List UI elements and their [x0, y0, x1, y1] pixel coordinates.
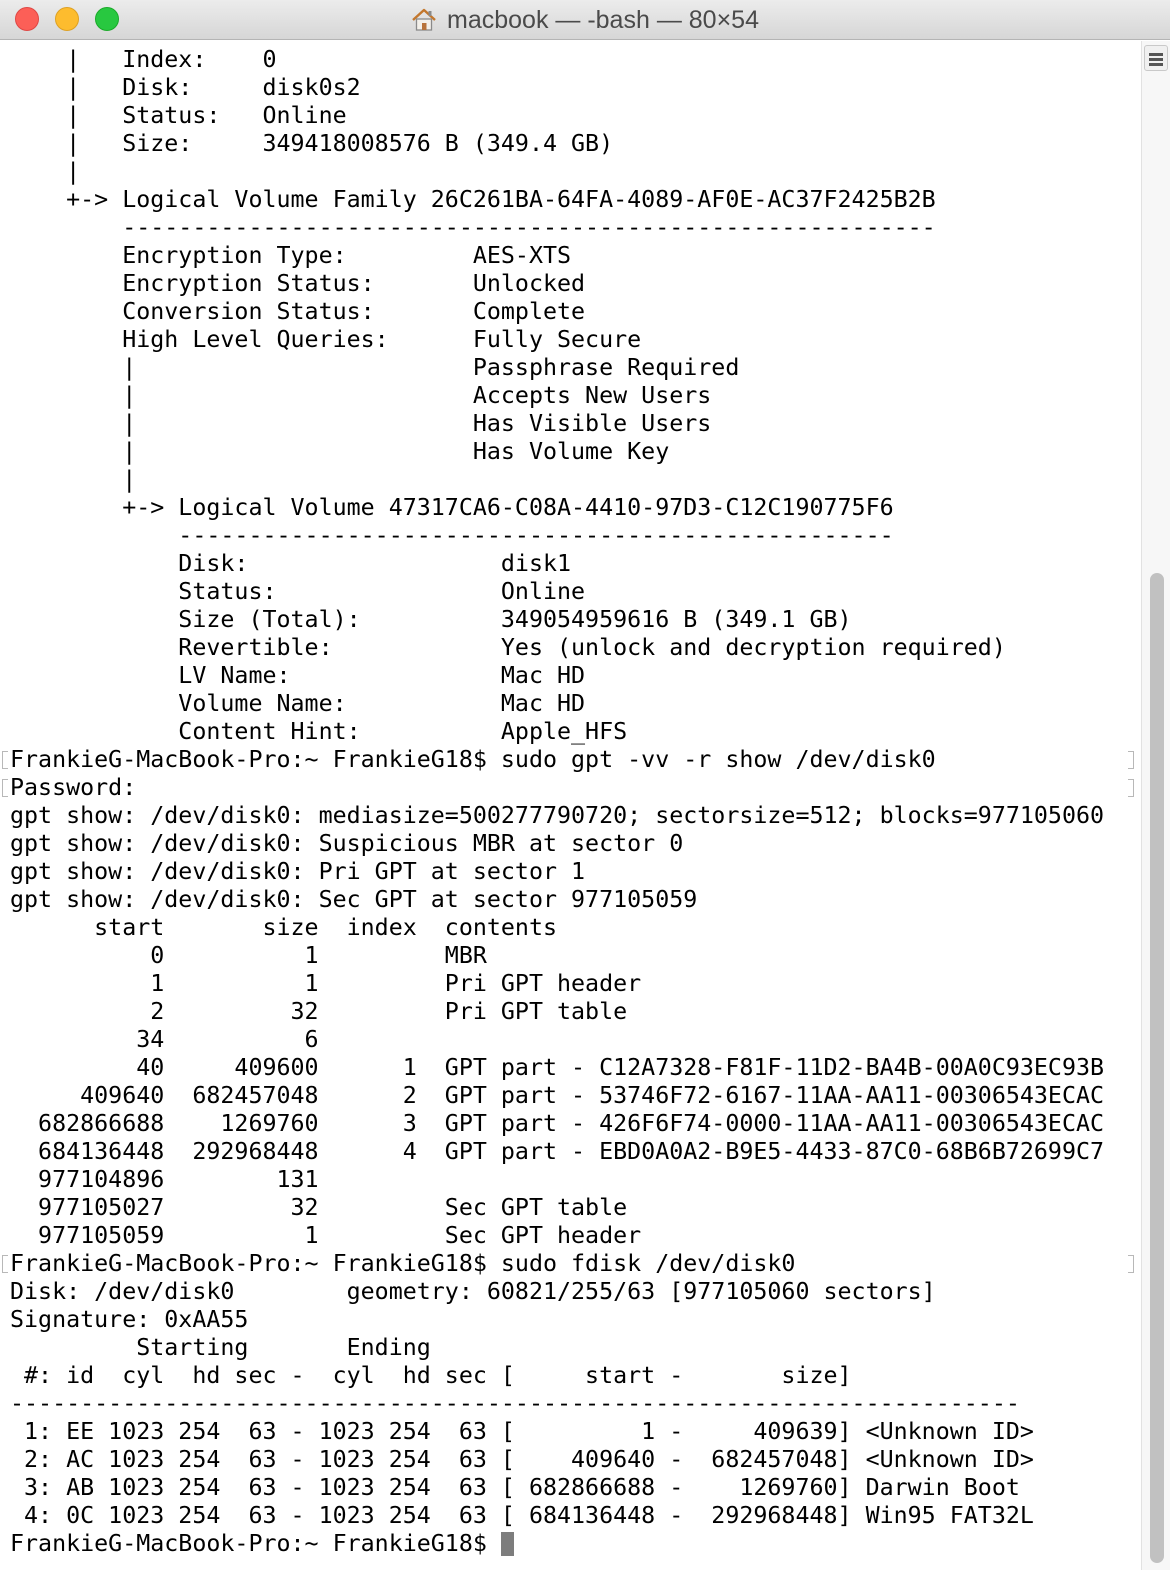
terminal-line [10, 1362, 1104, 1390]
terminal-line [10, 578, 1104, 606]
terminal-line [10, 1082, 1104, 1110]
terminal-line [10, 74, 1104, 102]
prompt-text: FrankieG-MacBook-Pro:~ FrankieG18$ sudo gpt -vv -r show /dev/disk0 [10, 746, 936, 773]
output-text: #: id cyl hd sec - cyl hd sec [ start - size] [10, 1362, 852, 1389]
output-text: | Accepts New Users [10, 382, 712, 409]
output-text: 4: 0C 1023 254 63 - 1023 254 63 [ 684136448 - 292968448] Win95 FAT32L [10, 1502, 1034, 1529]
command-mark-left [2, 751, 8, 769]
terminal-line [10, 298, 1104, 326]
terminal-line [10, 830, 1104, 858]
terminal-line [10, 1418, 1104, 1446]
terminal-line [10, 102, 1104, 130]
terminal-line [10, 1474, 1104, 1502]
output-text: LV Name: Mac HD [10, 662, 586, 689]
window-title: macbook — -bash — 80×54 [447, 5, 759, 34]
output-text: Encryption Status: Unlocked [10, 270, 586, 297]
terminal-line [10, 1390, 1104, 1418]
output-text: High Level Queries: Fully Secure [10, 326, 642, 353]
terminal-line [10, 1502, 1104, 1530]
output-text: | Size: 349418008576 B (349.4 GB) [10, 130, 614, 157]
output-text: gpt show: /dev/disk0: Sec GPT at sector 977105059 [10, 886, 698, 913]
terminal-line [10, 130, 1104, 158]
output-text: Starting Ending [10, 1334, 431, 1361]
output-text: | Has Visible Users [10, 410, 712, 437]
output-text: Conversion Status: Complete [10, 298, 586, 325]
terminal-line [10, 1446, 1104, 1474]
terminal-line [10, 1194, 1104, 1222]
output-text: 977105027 32 Sec GPT table [10, 1194, 628, 1221]
terminal-line [10, 1278, 1104, 1306]
command-mark-left [2, 1255, 8, 1273]
vertical-scrollbar[interactable] [1141, 41, 1170, 1570]
terminal-line [10, 382, 1104, 410]
title-bar[interactable] [0, 0, 1170, 40]
output-text: Revertible: Yes (unlock and decryption required) [10, 634, 1006, 661]
output-text: ---------------------------------------------------------- [10, 214, 936, 241]
output-text: Signature: 0xAA55 [10, 1306, 249, 1333]
command-mark-right [1128, 1255, 1134, 1273]
prompt-line [10, 1530, 1104, 1558]
terminal-line [10, 858, 1104, 886]
output-text: | Index: 0 [10, 46, 277, 73]
output-text: start size index contents [10, 914, 558, 941]
output-text: gpt show: /dev/disk0: mediasize=500277790720; sectorsize=512; blocks=977105060 [10, 802, 1105, 829]
terminal-line [10, 998, 1104, 1026]
output-text: 684136448 292968448 4 GPT part - EBD0A0A2-B9E5-4433-87C0-68B6B72699C7 [10, 1138, 1105, 1165]
terminal-line [10, 1222, 1104, 1250]
output-text: Password: [10, 774, 137, 801]
output-text: 2 32 Pri GPT table [10, 998, 628, 1025]
output-text: 0 1 MBR [10, 942, 487, 969]
prompt-line [10, 746, 1104, 774]
output-text: 34 6 [10, 1026, 319, 1053]
terminal-line [10, 1110, 1104, 1138]
output-text: 409640 682457048 2 GPT part - 53746F72-6167-11AA-AA11-00306543ECAC [10, 1082, 1105, 1109]
output-text: | Disk: disk0s2 [10, 74, 361, 101]
terminal-line [10, 410, 1104, 438]
terminal-line [10, 326, 1104, 354]
output-text: Disk: /dev/disk0 geometry: 60821/255/63 [977105060 sectors] [10, 1278, 936, 1305]
terminal-line [10, 1054, 1104, 1082]
split-pane-icon-bar [1149, 63, 1163, 66]
terminal-line [10, 606, 1104, 634]
scrollbar-thumb[interactable] [1150, 573, 1164, 1563]
terminal-line [10, 494, 1104, 522]
output-text: 977105059 1 Sec GPT header [10, 1222, 642, 1249]
output-text: | [10, 158, 81, 185]
terminal-line [10, 242, 1104, 270]
terminal-line [10, 690, 1104, 718]
output-text: +-> Logical Volume Family 26C261BA-64FA-4089-AF0E-AC37F2425B2B [10, 186, 936, 213]
window-title-group [0, 0, 1170, 40]
terminal-line [10, 1306, 1104, 1334]
output-text: Content Hint: Apple_HFS [10, 718, 628, 745]
output-text: 682866688 1269760 3 GPT part - 426F6F74-0000-11AA-AA11-00306543ECAC [10, 1110, 1105, 1137]
terminal-line [10, 550, 1104, 578]
output-text: | Has Volume Key [10, 438, 670, 465]
output-text: 3: AB 1023 254 63 - 1023 254 63 [ 682866688 - 1269760] Darwin Boot [10, 1474, 1020, 1501]
terminal-line [10, 914, 1104, 942]
terminal-output[interactable] [10, 46, 1104, 1558]
terminal-line [10, 46, 1104, 74]
prompt-text: FrankieG-MacBook-Pro:~ FrankieG18$ sudo fdisk /dev/disk0 [10, 1250, 796, 1277]
terminal-line [10, 970, 1104, 998]
output-text: | [10, 466, 137, 493]
output-text: 977104896 131 [10, 1166, 319, 1193]
split-pane-button[interactable] [1144, 45, 1168, 71]
terminal-line [10, 1026, 1104, 1054]
terminal-line [10, 1334, 1104, 1362]
terminal-line [10, 718, 1104, 746]
text-cursor [501, 1532, 514, 1556]
prompt-line [10, 1250, 1104, 1278]
output-text: Volume Name: Mac HD [10, 690, 586, 717]
terminal-line [10, 214, 1104, 242]
output-text: +-> Logical Volume 47317CA6-C08A-4410-97D3-C12C190775F6 [10, 494, 894, 521]
terminal-line [10, 438, 1104, 466]
output-text: 2: AC 1023 254 63 - 1023 254 63 [ 409640 - 682457048] <Unknown ID> [10, 1446, 1034, 1473]
terminal-line [10, 158, 1104, 186]
split-pane-icon-bar [1149, 58, 1163, 61]
terminal-line [10, 1166, 1104, 1194]
command-mark-left [2, 779, 8, 797]
output-text: gpt show: /dev/disk0: Suspicious MBR at sector 0 [10, 830, 684, 857]
output-text: 1 1 Pri GPT header [10, 970, 642, 997]
output-text: 1: EE 1023 254 63 - 1023 254 63 [ 1 - 409639] <Unknown ID> [10, 1418, 1034, 1445]
output-text: 40 409600 1 GPT part - C12A7328-F81F-11D2-BA4B-00A0C93EC93B [10, 1054, 1105, 1081]
terminal-line [10, 270, 1104, 298]
output-text: --------------------------------------------------- [10, 522, 894, 549]
output-text: Status: Online [10, 578, 586, 605]
output-text: | Status: Online [10, 102, 347, 129]
split-pane-icon [1149, 53, 1163, 56]
command-mark-right [1128, 751, 1134, 769]
terminal-line [10, 802, 1104, 830]
output-text: Size (Total): 349054959616 B (349.1 GB) [10, 606, 852, 633]
output-text: | Passphrase Required [10, 354, 740, 381]
terminal-line [10, 466, 1104, 494]
output-text: gpt show: /dev/disk0: Pri GPT at sector 1 [10, 858, 586, 885]
terminal-line [10, 942, 1104, 970]
terminal-content[interactable] [0, 41, 1140, 1570]
terminal-line [10, 186, 1104, 214]
output-text: ------------------------------------------------------------------------ [10, 1390, 1020, 1417]
command-mark-right [1128, 779, 1134, 797]
terminal-line [10, 354, 1104, 382]
terminal-line [10, 522, 1104, 550]
terminal-line [10, 634, 1104, 662]
prompt-text: FrankieG-MacBook-Pro:~ FrankieG18$ [10, 1530, 501, 1557]
terminal-line [10, 1138, 1104, 1166]
terminal-line [10, 662, 1104, 690]
terminal-line [10, 886, 1104, 914]
home-icon [411, 7, 437, 33]
output-text: Encryption Type: AES-XTS [10, 242, 572, 269]
terminal-line [10, 774, 1104, 802]
output-text: Disk: disk1 [10, 550, 572, 577]
